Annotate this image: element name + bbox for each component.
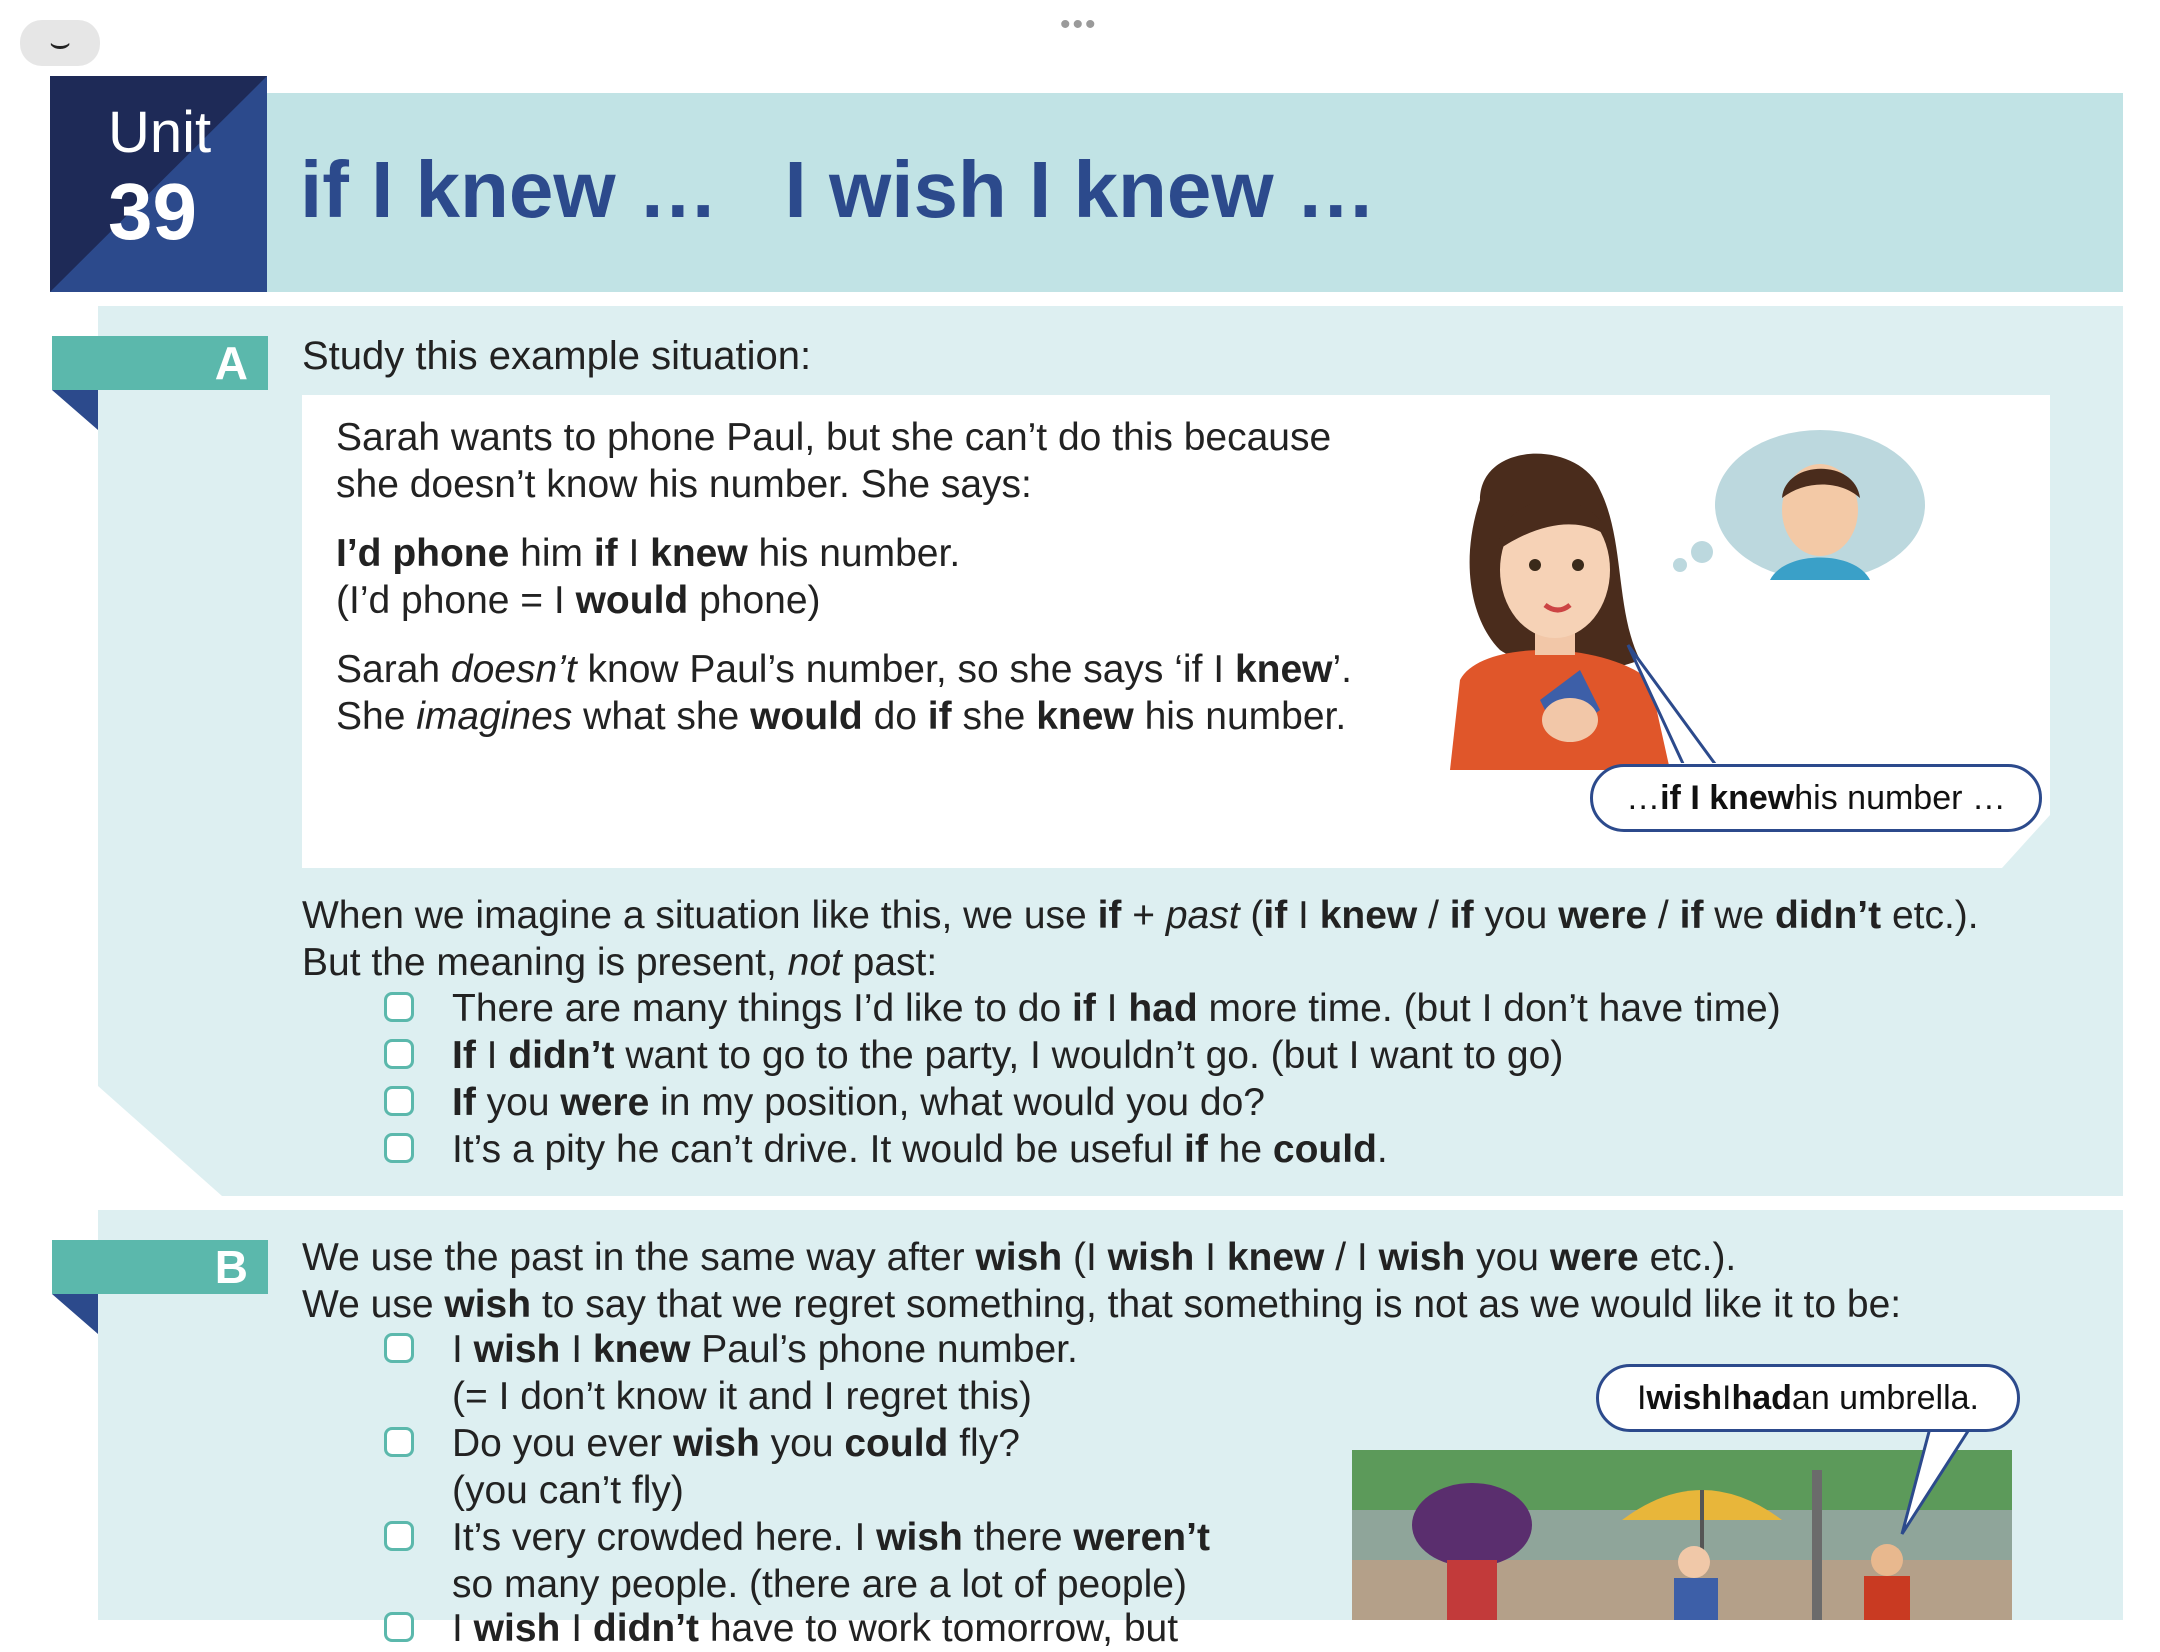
list-item: It’s very crowded here. I wish there weren’t bbox=[452, 1516, 1210, 1559]
section-b-tab-fold bbox=[52, 1294, 98, 1334]
example-line-4: (I’d phone = I would phone) bbox=[336, 579, 821, 622]
list-item-note: so many people. (there are a lot of people) bbox=[452, 1563, 1187, 1606]
speech-bubble-a: … if I knew his number … bbox=[1590, 764, 2042, 832]
unit-number: 39 bbox=[108, 167, 197, 256]
list-item: I wish I didn’t have to work tomorrow, but bbox=[452, 1607, 1179, 1650]
list-item: If you were in my position, what would you do? bbox=[452, 1081, 1265, 1124]
more-options-icon[interactable]: ••• bbox=[1060, 8, 1098, 41]
page-title: if I knew … I wish I knew … bbox=[300, 145, 1376, 234]
explain-line-2: But the meaning is present, not past: bbox=[302, 941, 938, 984]
example-line-6: She imagines what she would do if she knew his number. bbox=[336, 695, 1347, 738]
example-line-5: Sarah doesn’t know Paul’s number, so she says ‘if I knew’. bbox=[336, 648, 1352, 691]
checkbox[interactable] bbox=[384, 1612, 414, 1642]
checkbox[interactable] bbox=[384, 1086, 414, 1116]
list-item: There are many things I’d like to do if I had more time. (but I don’t have time) bbox=[452, 987, 1781, 1030]
section-b-label: B bbox=[52, 1240, 268, 1294]
section-b-intro-1: We use the past in the same way after wish (I wish I knew / I wish you were etc.). bbox=[302, 1236, 1737, 1279]
list-item: I wish I knew Paul’s phone number. bbox=[452, 1328, 1078, 1371]
checkbox[interactable] bbox=[384, 1133, 414, 1163]
explain-line-1: When we imagine a situation like this, we use if + past (if I knew / if you were / if we didn’t etc.). bbox=[302, 894, 1979, 937]
example-line-1: Sarah wants to phone Paul, but she can’t do this because bbox=[336, 416, 1332, 459]
checkbox[interactable] bbox=[384, 1521, 414, 1551]
section-a-intro: Study this example situation: bbox=[302, 334, 812, 378]
example-line-3: I’d phone him if I knew his number. bbox=[336, 532, 961, 575]
example-line-2: she doesn’t know his number. She says: bbox=[336, 463, 1032, 506]
list-item: It’s a pity he can’t drive. It would be useful if he could. bbox=[452, 1128, 1388, 1171]
checkbox[interactable] bbox=[384, 1039, 414, 1069]
collapse-button[interactable] bbox=[20, 20, 100, 66]
list-item-note: (= I don’t know it and I regret this) bbox=[452, 1375, 1032, 1418]
section-b-intro-2: We use wish to say that we regret something, that something is not as we would like it to be: bbox=[302, 1283, 1902, 1326]
list-item-note: (you can’t fly) bbox=[452, 1469, 684, 1512]
section-a-tab-fold bbox=[52, 390, 98, 430]
checkbox[interactable] bbox=[384, 1427, 414, 1457]
checkbox[interactable] bbox=[384, 992, 414, 1022]
speech-bubble-b: I wish I had an umbrella. bbox=[1596, 1364, 2020, 1432]
list-item: Do you ever wish you could fly? bbox=[452, 1422, 1020, 1465]
section-a-label: A bbox=[52, 336, 268, 390]
speech-tail-b bbox=[1890, 1426, 1990, 1536]
list-item: If I didn’t want to go to the party, I wouldn’t go. (but I want to go) bbox=[452, 1034, 1564, 1077]
speech-tail bbox=[1620, 640, 1720, 770]
chevron-down-icon: ⌣ bbox=[48, 23, 72, 62]
checkbox[interactable] bbox=[384, 1333, 414, 1363]
unit-word: Unit bbox=[108, 100, 212, 165]
